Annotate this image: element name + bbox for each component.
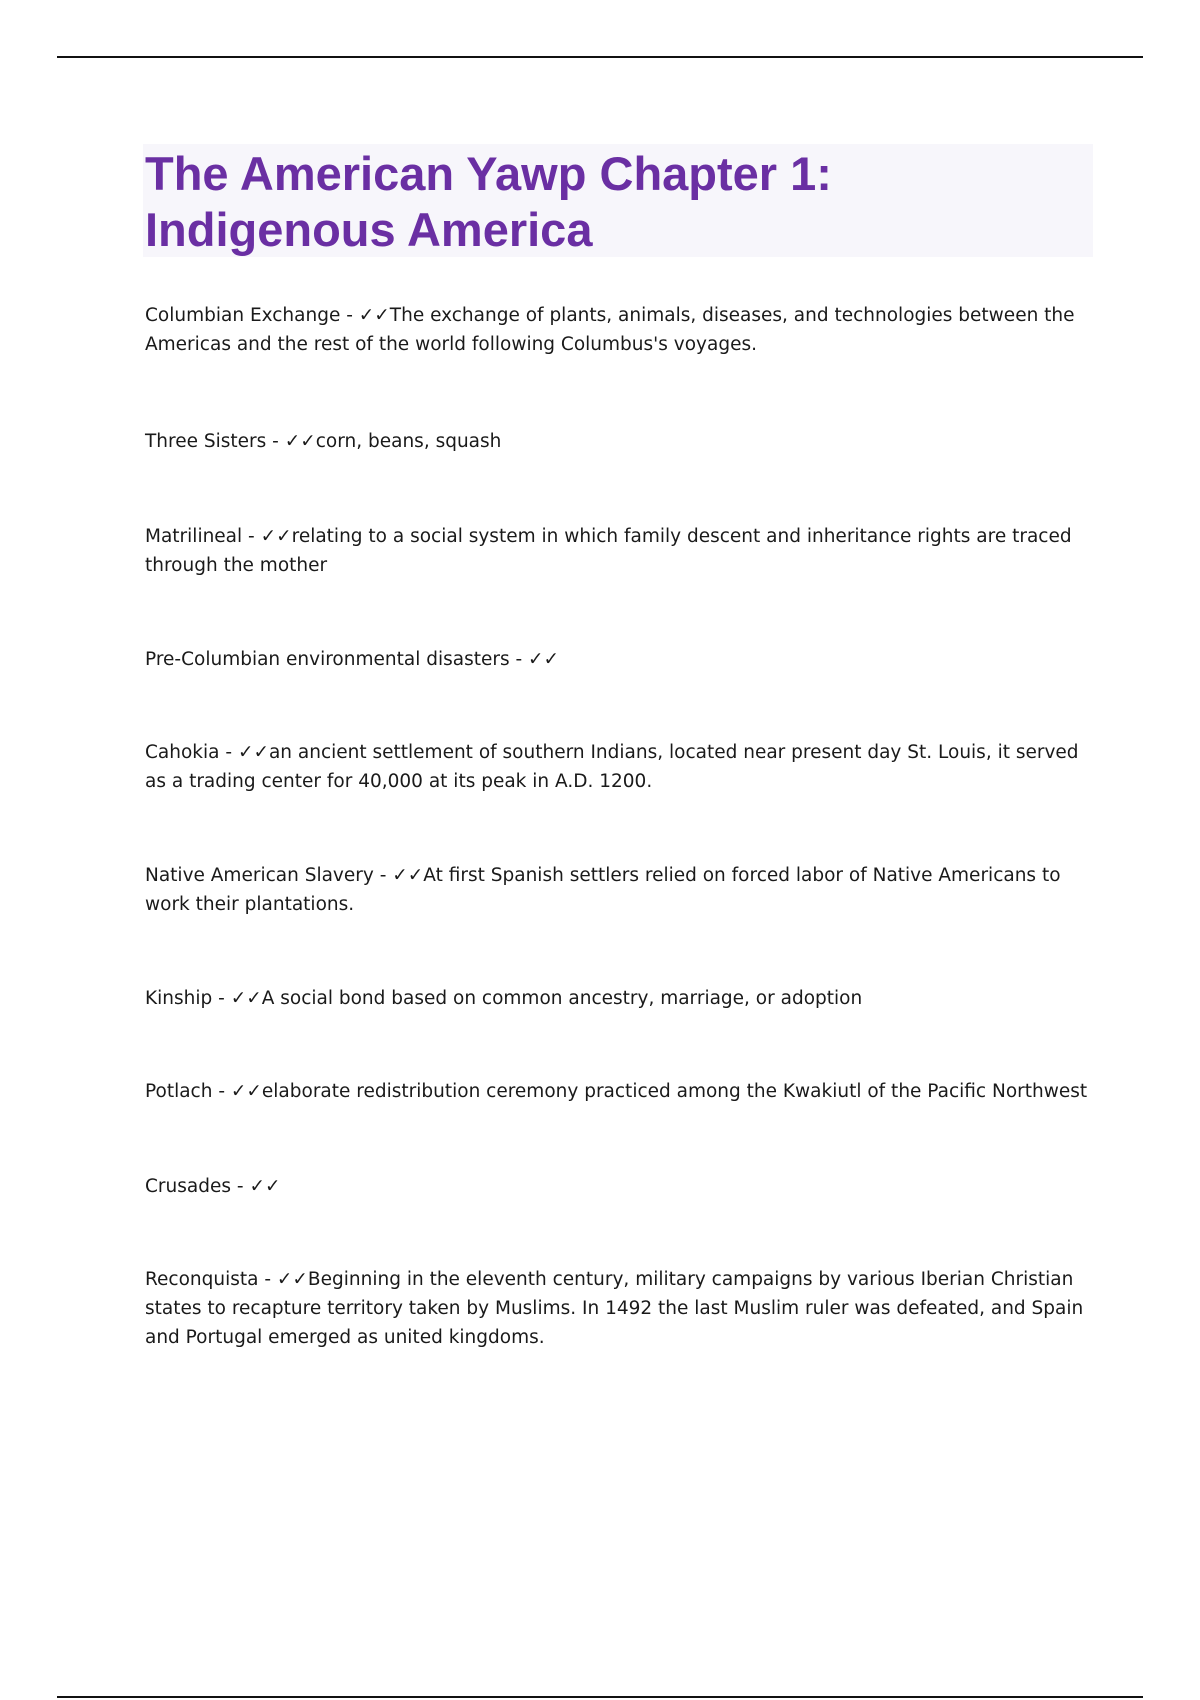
entry-reconquista: [145, 1265, 1095, 1352]
entry-separator: -: [258, 1269, 277, 1290]
entry-separator: -: [212, 988, 231, 1009]
entry-separator: -: [242, 526, 261, 547]
entry-separator: -: [509, 649, 529, 670]
check-icon: ✓✓: [276, 1269, 308, 1290]
entry-separator: -: [231, 1176, 250, 1197]
entry-columbian-exchange: [145, 301, 1095, 359]
entry-separator: -: [266, 431, 285, 452]
entry-matrilineal: [145, 522, 1095, 580]
entry-definition: The exchange of plants, animals, diseases, and technologies between the Americas and the rest of the world following Columbus's voyages.: [145, 305, 1075, 355]
entry-native-american-slavery: [145, 861, 1095, 919]
entry-term: Crusades: [145, 1176, 231, 1197]
entry-term: Pre-Columbian environmental disasters: [145, 649, 510, 670]
entry-term: Cahokia: [145, 742, 220, 763]
check-icon: ✓✓: [528, 649, 560, 670]
check-icon: ✓✓: [249, 1176, 281, 1197]
check-icon: ✓✓: [392, 865, 424, 886]
entry-crusades: [145, 1172, 1095, 1201]
entry-separator: -: [219, 742, 238, 763]
entry-term: Three Sisters: [145, 431, 267, 452]
entry-separator: -: [373, 865, 393, 886]
header-rule: [57, 56, 1143, 58]
footer-rule: [57, 1696, 1143, 1698]
entry-definition: an ancient settlement of southern Indians, located near present day St. Louis, it served as a trading center for 40,000 at its peak in A.D. 1200.: [145, 742, 1079, 792]
entry-definition: corn, beans, squash: [315, 431, 502, 452]
title-banner: [143, 144, 1093, 257]
entry-term: Native American Slavery: [145, 865, 374, 886]
check-icon: ✓✓: [230, 988, 262, 1009]
entry-term: Potlach: [145, 1081, 213, 1102]
entry-kinship: [145, 984, 1095, 1013]
entry-definition: A social bond based on common ancestry, marriage, or adoption: [261, 988, 863, 1009]
entry-definition: At first Spanish settlers relied on forced labor of Native Americans to work their plantations.: [145, 865, 1061, 915]
entry-separator: -: [212, 1081, 231, 1102]
check-icon: ✓✓: [230, 1081, 262, 1102]
entry-definition: elaborate redistribution ceremony practiced among the Kwakiutl of the Pacific Northwest: [261, 1081, 1088, 1102]
entry-separator: -: [340, 305, 359, 326]
entry-term: Kinship: [145, 988, 213, 1009]
entry-term: Matrilineal: [145, 526, 243, 547]
entry-definition: Beginning in the eleventh century, military campaigns by various Iberian Christian states to recapture territory taken by Muslims. In 1492 the last Muslim ruler was defeated, and Spain and Portugal emerged as united kingdoms.: [145, 1269, 1084, 1348]
entry-definition: relating to a social system in which family descent and inheritance rights are traced through the mother: [145, 526, 1072, 576]
check-icon: ✓✓: [284, 431, 316, 452]
entry-three-sisters: [145, 427, 1095, 456]
entry-pre-columbian-disasters: [145, 645, 1095, 674]
entry-cahokia: [145, 738, 1095, 796]
check-icon: ✓✓: [260, 526, 292, 547]
check-icon: ✓✓: [358, 305, 390, 326]
entry-term: Reconquista: [145, 1269, 259, 1290]
check-icon: ✓✓: [237, 742, 269, 763]
page-title: The American Yawp Chapter 1: Indigenous America: [145, 147, 832, 256]
entry-term: Columbian Exchange: [145, 305, 341, 326]
entry-potlach: [145, 1077, 1095, 1106]
